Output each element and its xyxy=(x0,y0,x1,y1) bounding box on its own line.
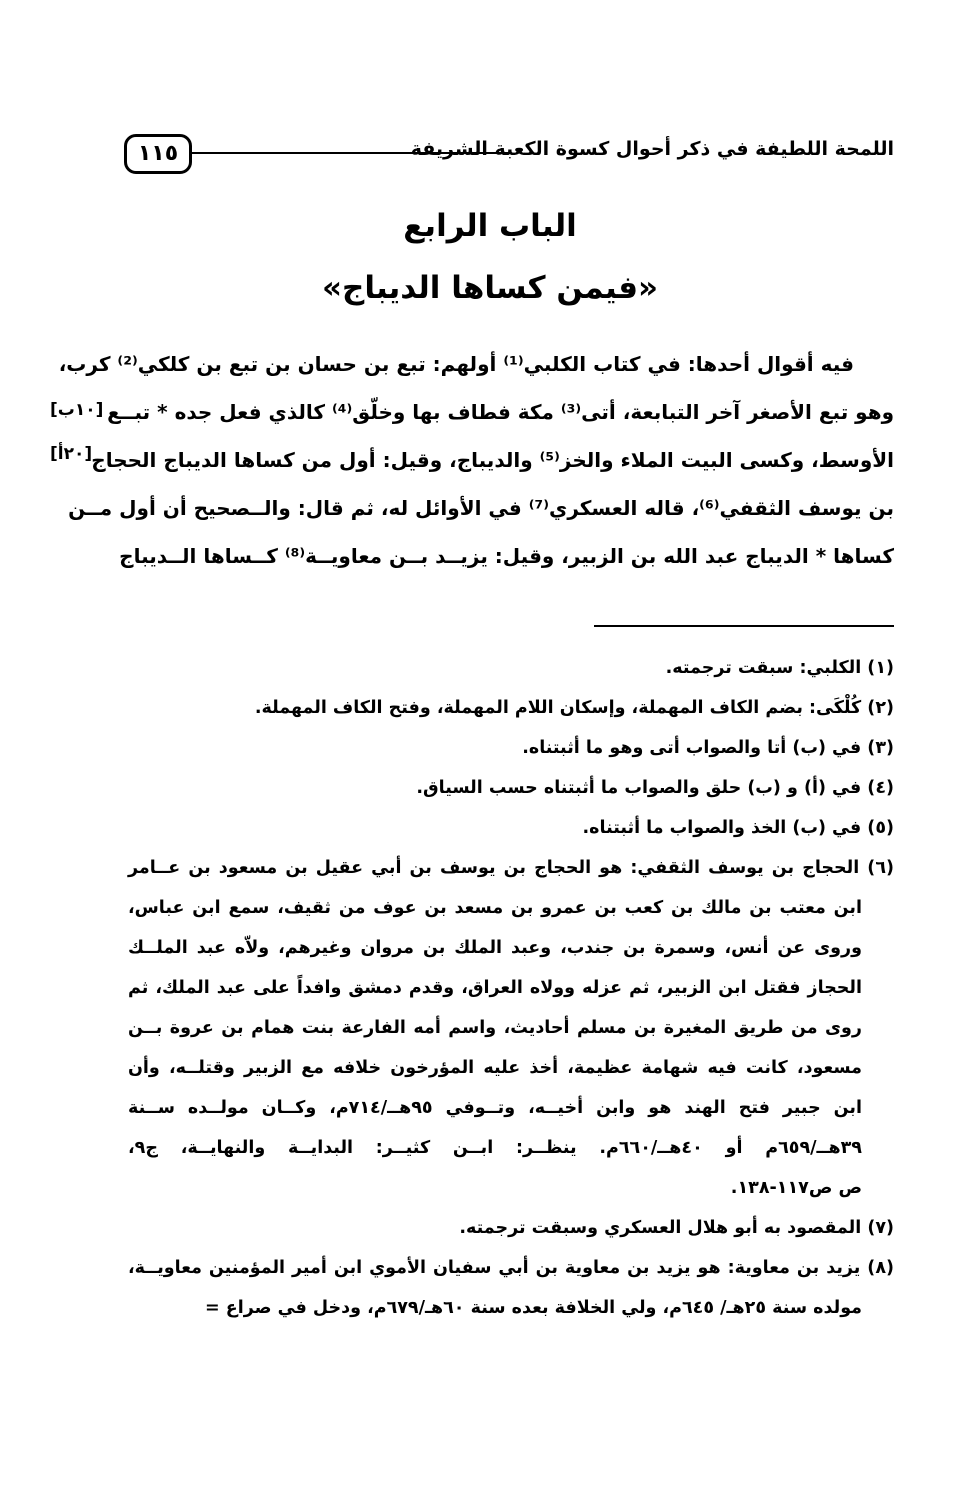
footnote-8: (٨) يزيد بن معاوية: هو يزيد بن معاوية بن أبي سفيان الأموي ابن أمير المؤمنين معاويــة، xyxy=(128,1258,894,1278)
running-header xyxy=(118,134,894,174)
footnote-6-cont: مسعود، كانت فيه شهامة عظيمة، أخذ عليه المؤرخون خلافه مع الزبير وقتلــه، وأن xyxy=(128,1058,862,1078)
footnote-5: (٥) في (ب) الخذ والصواب ما أثبتناه. xyxy=(582,818,894,838)
footnote-6-cont: ٣٩هــ/٦٥٩م أو ٤٠هــ/٦٦٠م. ينظــر: ابــن كثيــر: البدايــة والنهايــة، ج٩، xyxy=(128,1138,862,1158)
chapter-title: الباب الرابع xyxy=(403,208,577,244)
manuscript-folio-notes xyxy=(50,388,126,476)
footnote-6-cont: روى من طريق المغيرة بن مسلم أحاديث، واسم أمه الفارعة بنت همام بن عروة بــن xyxy=(128,1018,862,1038)
footnote-6-cont: ص ص١١٧-١٣٨. xyxy=(730,1178,862,1198)
footnote-6: (٦) الحجاج بن يوسف الثقفي: هو الحجاج بن يوسف بن أبي عقيل بن مسعود بن عــامر xyxy=(128,858,894,878)
body-line: فيه أقوال أحدها: في كتاب الكلبي⁽¹⁾ أولهم: تبع بن حسان بن تبع بن كلكي⁽²⁾ كرب، xyxy=(58,352,854,376)
footnote-6-cont: ابن معتب بن مالك بن كعب بن عمرو بن مسعد بن عوف من ثقيف، سمع ابن عباس، xyxy=(128,898,862,918)
footnote-6-cont: وروى عن أنس، وسمرة بن جندب، وعبد الملك بن مروان وغيرهم، ولاّه عبد الملــك xyxy=(128,938,862,958)
body-line: بن يوسف الثقفي⁽⁶⁾، قاله العسكري⁽⁷⁾ في الأوائل له، ثم قال: والــصحيح أن أول مــن xyxy=(68,496,894,520)
footnote-4: (٤) في (أ) و (ب) حلق والصواب ما أثبتناه حسب السياق. xyxy=(416,778,894,798)
body-line: كساها * الديباج عبد الله بن الزبير، وقيل: يزيــد بــن معاويــة⁽⁸⁾ كــساها الــديباج xyxy=(119,544,894,568)
footnote-separator xyxy=(594,625,894,627)
book-title: اللمحة اللطيفة في ذكر أحوال كسوة الكعبة الشريفة xyxy=(410,138,894,160)
footnote-6-cont: الحجاز فقتل ابن الزبير، ثم عزله وولاه العراق، وقدم دمشق وافداً على عبد الملك، ثم xyxy=(128,978,862,998)
page-number-box: ١١٥ xyxy=(124,134,192,174)
footnote-8-cont: مولده سنة ٢٥هـ/ ٦٤٥م، ولي الخلافة بعده سنة ٦٠هـ/٦٧٩م، ودخل في صراع = xyxy=(205,1298,862,1318)
footnotes xyxy=(128,648,894,1328)
folio-note: [١٠ب] xyxy=(50,400,104,420)
chapter-subtitle: «فيمن كساها الديباج» xyxy=(321,270,659,306)
body-line: الأوسط، وكسى البيت الملاء والخز⁽⁵⁾ والديباج، وقيل: أول من كساها الديباج الحجاج xyxy=(91,448,894,472)
folio-note: [٢٠أ] xyxy=(50,444,93,464)
footnote-6-cont: ابن جبير فتح الهند هو وابن أخيــه، وتــوفي ٩٥هــ/٧١٤م، وكــان مولــده ســنة xyxy=(128,1098,862,1118)
body-line: وهو تبع الأصغر آخر التبابعة، أتى⁽³⁾ مكة فطاف بها وخلّق⁽⁴⁾ كالذي فعل جده * تبــع xyxy=(107,400,894,424)
footnote-3: (٣) في (ب) أتا والصواب أتى وهو ما أثبتناه. xyxy=(522,738,894,758)
footnote-7: (٧) المقصود به أبو هلال العسكري وسبقت ترجمته. xyxy=(459,1218,894,1238)
footnote-2: (٢) كُلْكَى: بضم الكاف المهملة، وإسكان اللام المهملة، وفتح الكاف المهملة. xyxy=(254,698,894,718)
footnote-1: (١) الكلبي: سبقت ترجمته. xyxy=(665,658,894,678)
